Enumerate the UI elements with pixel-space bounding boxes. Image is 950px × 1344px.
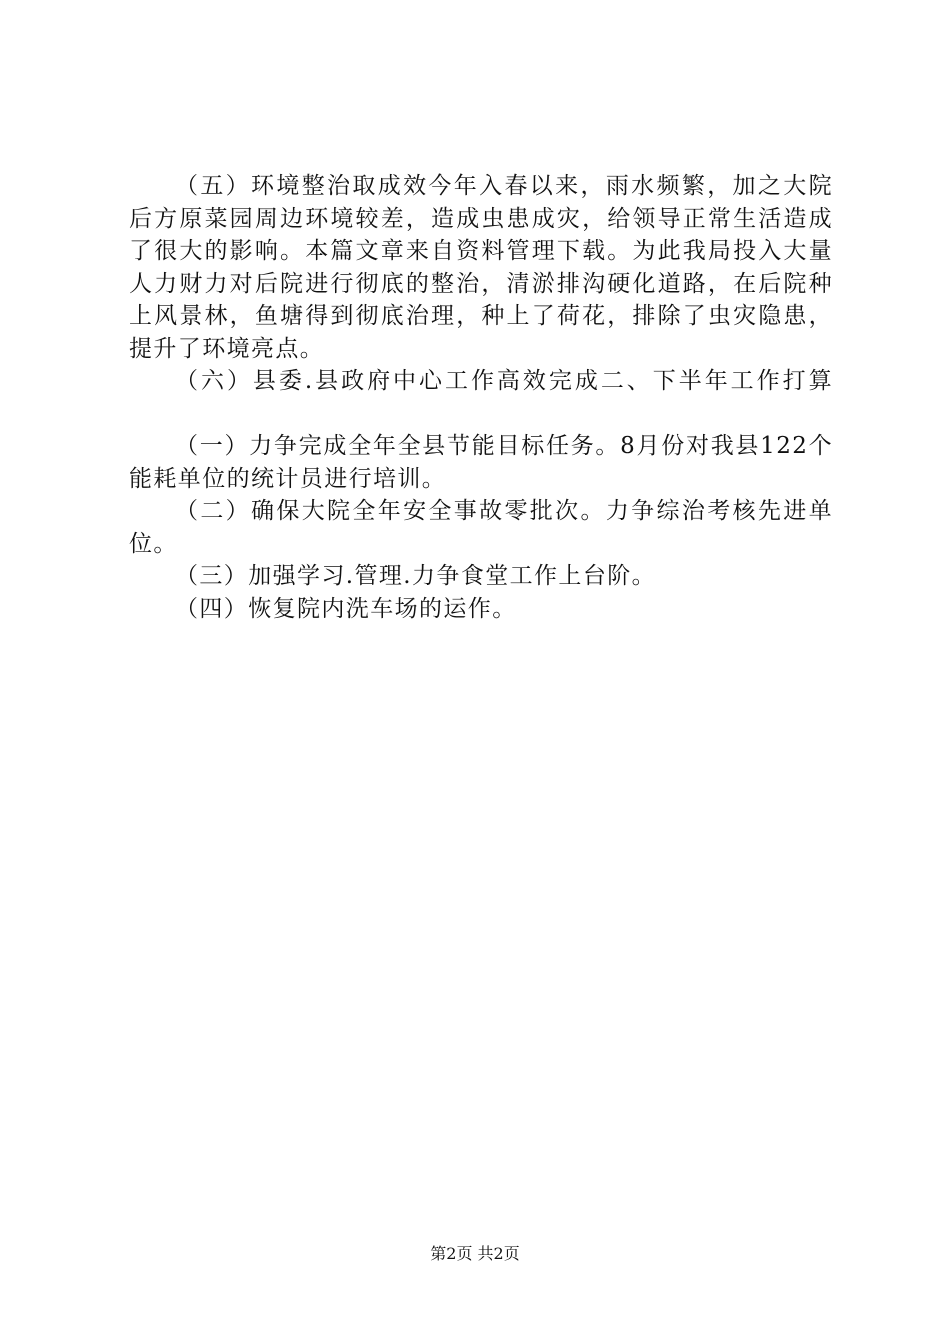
paragraph-energy-target: （一）力争完成全年全县节能目标任务。8月份对我县122个能耗单位的统计员进行培训。 xyxy=(129,433,833,492)
paragraph-environment-improvement: （五）环境整治取成效今年入春以来，雨水频繁，加之大院后方原菜园周边环境较差，造成虫患成灾，给领导正常生活造成了很大的影响。本篇文章来自资料管理下载。为此我局投入大量人力财力对后院进行彻底的整治，清淤排沟硬化道路，在后院种上风景林，鱼塘得到彻底治理，种上了荷花，排除了虫灾隐患，提升了环境亮点。 xyxy=(129,173,833,362)
document-body xyxy=(129,170,833,625)
paragraph-canteen: （三）加强学习.管理.力争食堂工作上台阶。 xyxy=(175,563,657,589)
page-number-footer: 第2页 共2页 xyxy=(430,1244,520,1263)
paragraph-spacer xyxy=(129,398,833,431)
paragraph-safety: （二）确保大院全年安全事故零批次。力争综治考核先进单位。 xyxy=(129,498,833,557)
paragraph-car-wash: （四）恢复院内洗车场的运作。 xyxy=(175,595,517,622)
paragraph-central-work: （六）县委.县政府中心工作高效完成二、下半年工作打算 xyxy=(175,368,833,394)
